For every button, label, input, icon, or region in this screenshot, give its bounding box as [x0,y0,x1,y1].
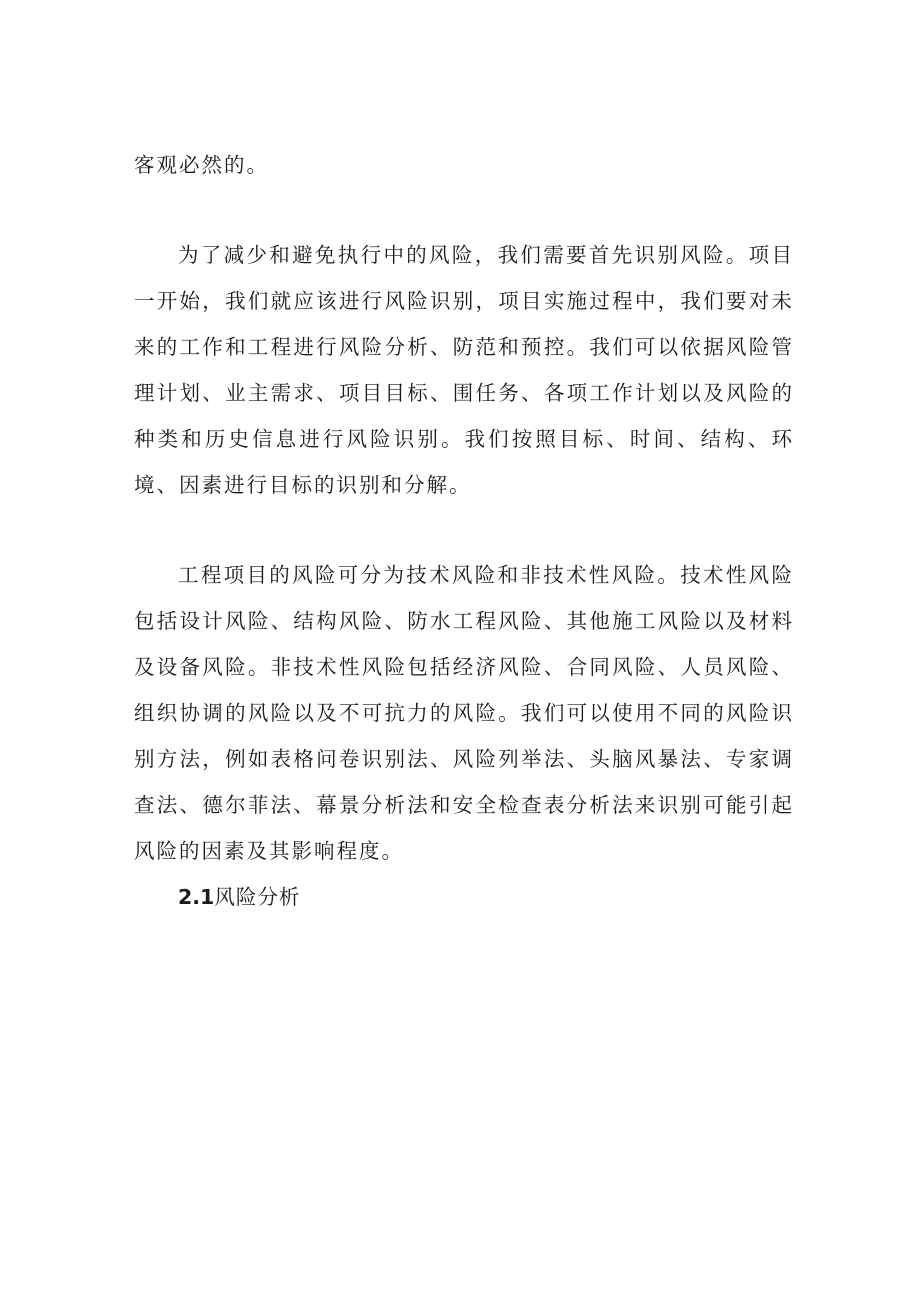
section-heading [134,874,794,920]
section-heading-number: 2.1 [178,885,215,909]
section-heading-title: 风险分析 [214,885,301,909]
paragraph-risk-identification: 为了减少和避免执行中的风险，我们需要首先识别风险。项目一开始，我们就应该进行风险识别，项目实施过程中，我们要对未来的工作和工程进行风险分析、防范和预控。我们可以依据风险管理计划、业主需求、项目目标、围任务、各项工作计划以及风险的种类和历史信息进行风险识别。我们按照目标、时间、结构、环境、因素进行目标的识别和分解。 [134,243,794,497]
document-body [134,142,794,920]
paragraph-risk-types: 工程项目的风险可分为技术风险和非技术性风险。技术性风险包括设计风险、结构风险、防水工程风险、其他施工风险以及材料及设备风险。非技术性风险包括经济风险、合同风险、人员风险、组织协调的风险以及不可抗力的风险。我们可以使用不同的风险识别方法，例如表格问卷识别法、风险列举法、头脑风暴法、专家调查法、德尔菲法、幕景分析法和安全检查表分析法来识别可能引起风险的因素及其影响程度。 [134,563,794,863]
paragraph-continuation: 客观必然的。 [134,153,269,177]
